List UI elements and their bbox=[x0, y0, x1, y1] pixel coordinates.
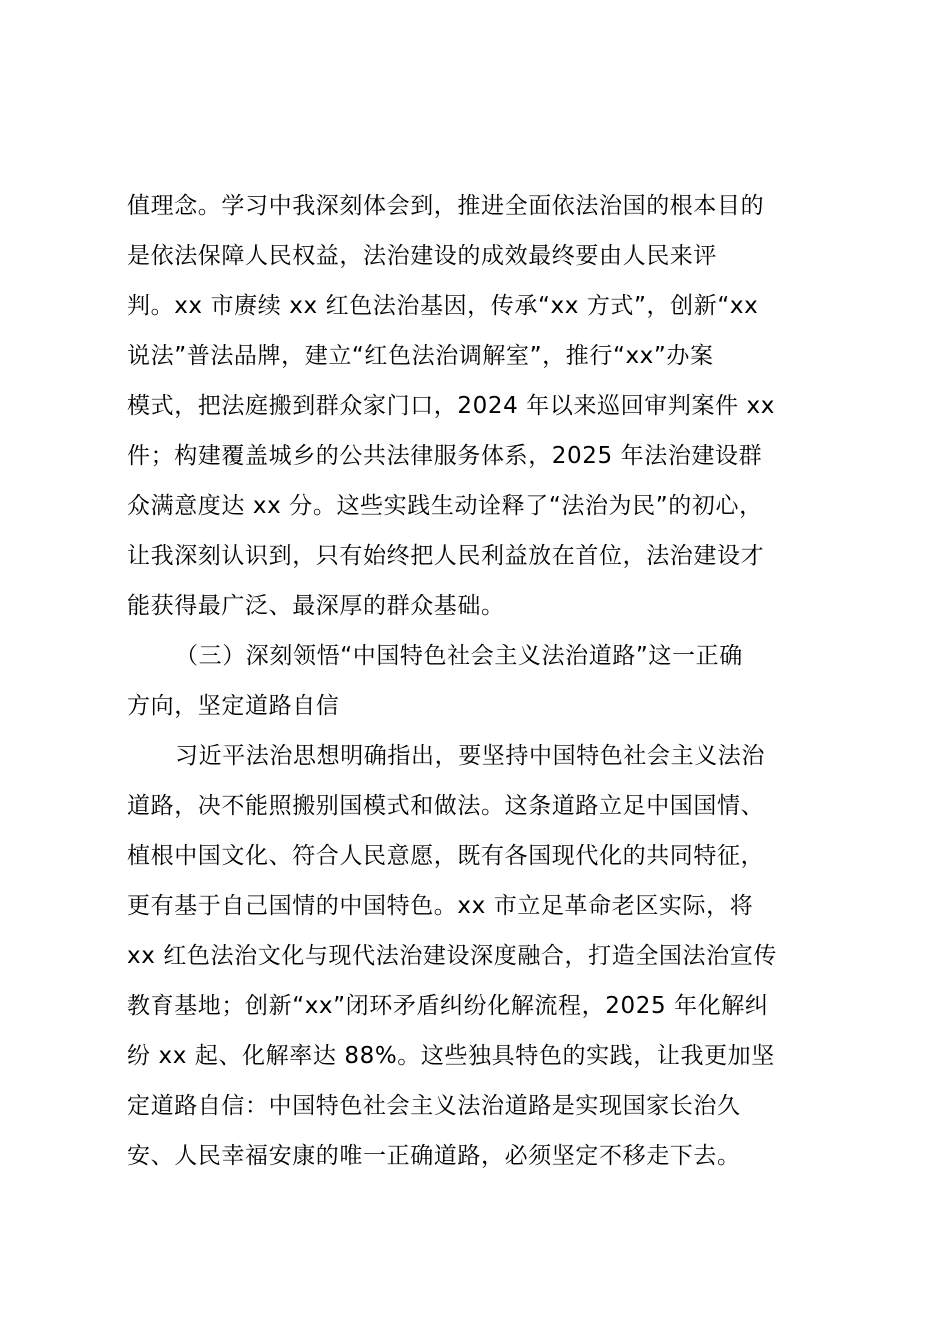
text-line: 众满意度达 xx 分。这些实践生动诠释了“法治为民”的初心， bbox=[127, 493, 763, 519]
text-line: 定道路自信：中国特色社会主义法治道路是实现国家长治久 bbox=[127, 1093, 741, 1119]
text-line: 教育基地；创新“xx”闭环矛盾纠纷化解流程，2025 年化解纠 bbox=[127, 993, 769, 1019]
paragraph-people-centered bbox=[127, 181, 847, 631]
text-line: 值理念。学习中我深刻体会到，推进全面依法治国的根本目的 bbox=[127, 193, 765, 219]
text-line: 是依法保障人民权益，法治建设的成效最终要由人民来评 bbox=[127, 243, 717, 269]
paragraph-road-confidence bbox=[127, 731, 847, 1181]
text-line: 纷 xx 起、化解率达 88%。这些独具特色的实践，让我更加坚 bbox=[127, 1043, 775, 1069]
text-line: 道路，决不能照搬别国模式和做法。这条道路立足中国国情、 bbox=[127, 793, 765, 819]
text-line: 判。xx 市赓续 xx 红色法治基因，传承“xx 方式”，创新“xx bbox=[127, 293, 759, 319]
text-line: 更有基于自己国情的中国特色。xx 市立足革命老区实际，将 bbox=[127, 893, 754, 919]
text-line: 件；构建覆盖城乡的公共法律服务体系，2025 年法治建设群 bbox=[127, 443, 763, 469]
section-heading-3 bbox=[127, 631, 847, 731]
heading-line: 方向，坚定道路自信 bbox=[127, 693, 340, 719]
document-body bbox=[127, 181, 847, 1181]
text-line: xx 红色法治文化与现代法治建设深度融合，打造全国法治宣传 bbox=[127, 943, 777, 969]
heading-line: （三）深刻领悟“中国特色社会主义法治道路”这一正确 bbox=[175, 643, 743, 669]
text-line: 能获得最广泛、最深厚的群众基础。 bbox=[127, 593, 505, 619]
text-line: 让我深刻认识到，只有始终把人民利益放在首位，法治建设才 bbox=[127, 543, 765, 569]
text-line: 习近平法治思想明确指出，要坚持中国特色社会主义法治 bbox=[175, 743, 765, 769]
text-line: 说法”普法品牌，建立“红色法治调解室”，推行“xx”办案 bbox=[127, 343, 714, 369]
text-line: 模式，把法庭搬到群众家门口，2024 年以来巡回审判案件 xx bbox=[127, 393, 775, 419]
text-line: 植根中国文化、符合人民意愿，既有各国现代化的共同特征， bbox=[127, 843, 765, 869]
text-line: 安、人民幸福安康的唯一正确道路，必须坚定不移走下去。 bbox=[127, 1143, 741, 1169]
